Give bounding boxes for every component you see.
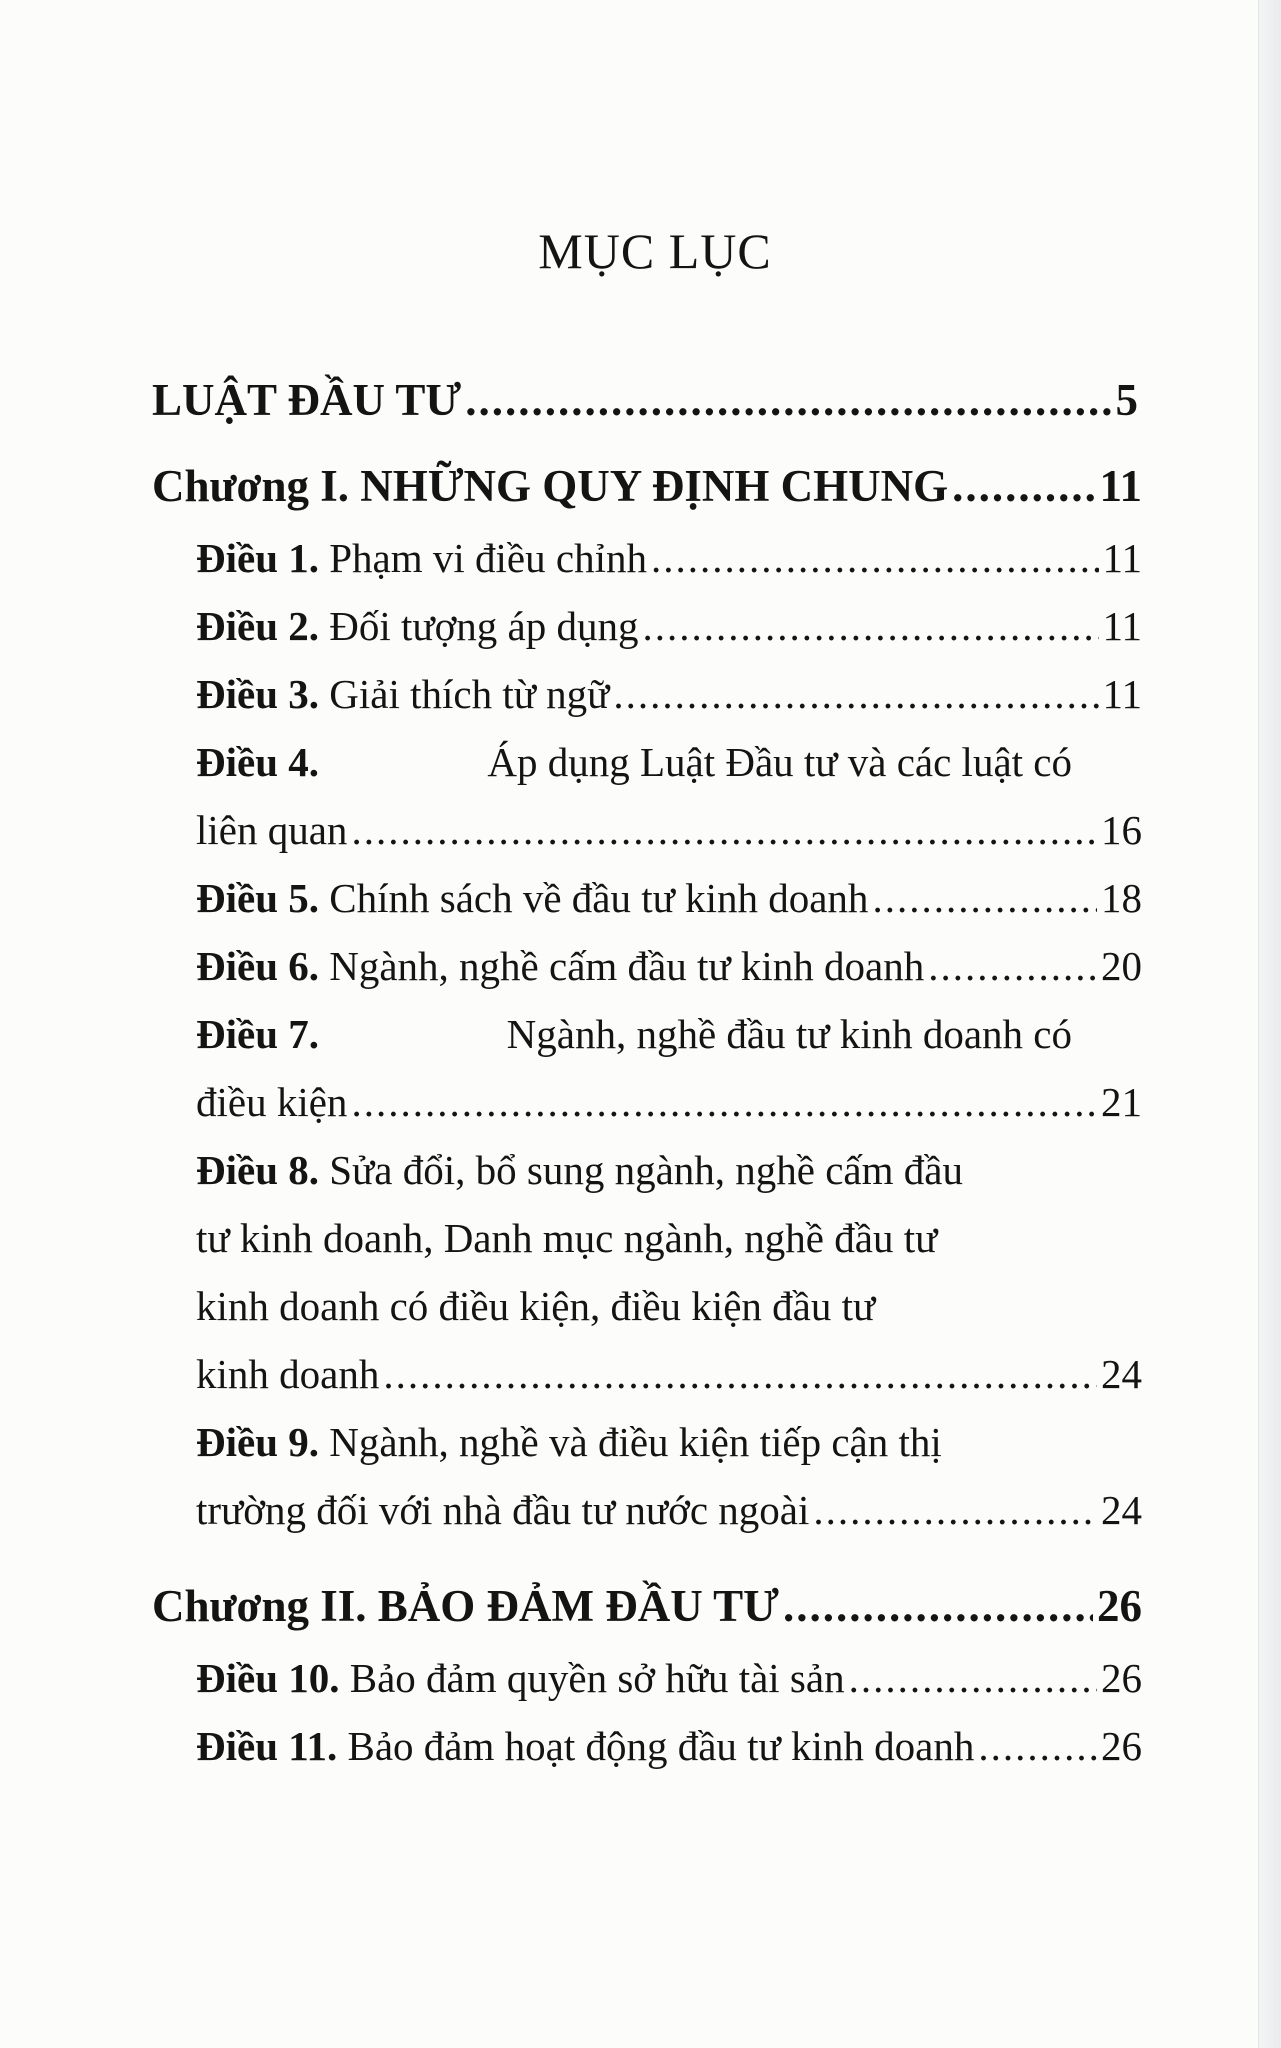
dot-leader [783, 1580, 1093, 1632]
article-number: Điều 11. [196, 1723, 338, 1769]
toc-page-number: 16 [1101, 807, 1142, 853]
article-number: Điều 2. [196, 603, 319, 649]
dot-leader [952, 460, 1095, 512]
toc-entry-dieu-5[interactable] [196, 874, 1142, 922]
article-number: Điều 7. [196, 1011, 319, 1057]
toc-page-number: 11 [1102, 603, 1142, 649]
toc-entry-dieu-9-line-1[interactable] [196, 1418, 942, 1466]
dot-leader [383, 1350, 1097, 1398]
toc-page-number: 21 [1101, 1079, 1142, 1125]
toc-entry-label: Ngành, nghề và điều kiện tiếp cận thị [329, 1419, 942, 1465]
toc-entry-dieu-11[interactable] [196, 1722, 1142, 1770]
toc-page-number: 26 [1101, 1655, 1142, 1701]
toc-entry-dieu-10[interactable] [196, 1654, 1142, 1702]
article-number: Điều 9. [196, 1419, 319, 1465]
toc-page-number: 26 [1097, 1581, 1142, 1631]
toc-entry-dieu-4-line-2[interactable] [196, 806, 1142, 854]
article-number: Điều 8. [196, 1147, 319, 1193]
toc-entry-dieu-3[interactable] [196, 670, 1142, 718]
toc-entry-label: Ngành, nghề cấm đầu tư kinh doanh [319, 943, 925, 989]
toc-page-number: 11 [1102, 671, 1142, 717]
page-title: MỤC LỤC [538, 223, 772, 279]
toc-page-number: 24 [1101, 1351, 1142, 1397]
toc-entry-label: Giải thích từ ngữ [319, 671, 610, 717]
toc-entry-dieu-8-line-1[interactable] [196, 1146, 963, 1194]
toc-entry-label: LUẬT ĐẦU TƯ [152, 375, 462, 425]
toc-entry-label: Phạm vi điều chỉnh [319, 535, 647, 581]
toc-entry-label: Ngành, nghề đầu tư kinh doanh có [506, 1011, 1072, 1057]
dot-leader [351, 1078, 1097, 1126]
article-number: Điều 3. [196, 671, 319, 717]
toc-entry-label: Bảo đảm quyền sở hữu tài sản [339, 1655, 845, 1701]
toc-entry-label: Áp dụng Luật Đầu tư và các luật có [487, 739, 1072, 785]
toc-entry-law[interactable] [152, 374, 1138, 426]
toc-entry-label: kinh doanh có điều kiện, điều kiện đầu tư [196, 1283, 876, 1329]
dot-leader [813, 1486, 1097, 1534]
dot-leader [351, 806, 1097, 854]
dot-leader [872, 874, 1097, 922]
toc-entry-dieu-8-line-4[interactable] [196, 1350, 1142, 1398]
dot-leader [643, 602, 1099, 650]
toc-entry-label: điều kiện [196, 1079, 348, 1125]
toc-entry-label: Đối tượng áp dụng [319, 603, 639, 649]
toc-page-number: 20 [1101, 943, 1142, 989]
dot-leader [849, 1654, 1097, 1702]
toc-entry-chapter-1[interactable] [152, 460, 1142, 512]
toc-entry-label: Chính sách về đầu tư kinh doanh [319, 875, 869, 921]
toc-page-number: 11 [1102, 535, 1142, 581]
toc-page-number: 11 [1099, 461, 1142, 511]
dot-leader [978, 1722, 1097, 1770]
toc-entry-label: tư kinh doanh, Danh mục ngành, nghề đầu tư [196, 1215, 938, 1261]
article-number: Điều 10. [196, 1655, 340, 1701]
toc-entry-label: trường đối với nhà đầu tư nước ngoài [196, 1487, 810, 1533]
toc-entry-dieu-2[interactable] [196, 602, 1142, 650]
toc-entry-dieu-8-line-2[interactable] [196, 1214, 937, 1262]
toc-entry-dieu-9-line-2[interactable] [196, 1486, 1142, 1534]
article-number: Điều 5. [196, 875, 319, 921]
toc-entry-label: liên quan [196, 807, 348, 853]
toc-page-number: 18 [1101, 875, 1142, 921]
toc-entry-dieu-1[interactable] [196, 534, 1142, 582]
dot-leader [928, 942, 1097, 990]
article-number: Điều 1. [196, 535, 319, 581]
page-edge [1258, 0, 1281, 2048]
toc-entry-chapter-2[interactable] [152, 1580, 1142, 1632]
toc-entry-label: Chương I. NHỮNG QUY ĐỊNH CHUNG [152, 461, 949, 511]
toc-entry-dieu-7-line-2[interactable] [196, 1078, 1142, 1126]
article-number: Điều 4. [196, 739, 319, 785]
toc-entry-dieu-7-line-1[interactable] [196, 1010, 1072, 1058]
toc-entry-label: Chương II. BẢO ĐẢM ĐẦU TƯ [152, 1581, 779, 1631]
toc-page-number: 26 [1101, 1723, 1142, 1769]
dot-leader [465, 374, 1111, 426]
article-number: Điều 6. [196, 943, 319, 989]
toc-page-number: 5 [1115, 375, 1138, 425]
toc-entry-label: Bảo đảm hoạt động đầu tư kinh doanh [337, 1723, 975, 1769]
toc-entry-dieu-6[interactable] [196, 942, 1142, 990]
dot-leader [651, 534, 1099, 582]
toc-entry-dieu-8-line-3[interactable] [196, 1282, 875, 1330]
toc-entry-label: Sửa đổi, bổ sung ngành, nghề cấm đầu [329, 1147, 963, 1193]
toc-entry-label: kinh doanh [196, 1351, 380, 1397]
toc-page-number: 24 [1101, 1487, 1142, 1533]
toc-entry-dieu-4-line-1[interactable] [196, 738, 1072, 786]
dot-leader [613, 670, 1098, 718]
